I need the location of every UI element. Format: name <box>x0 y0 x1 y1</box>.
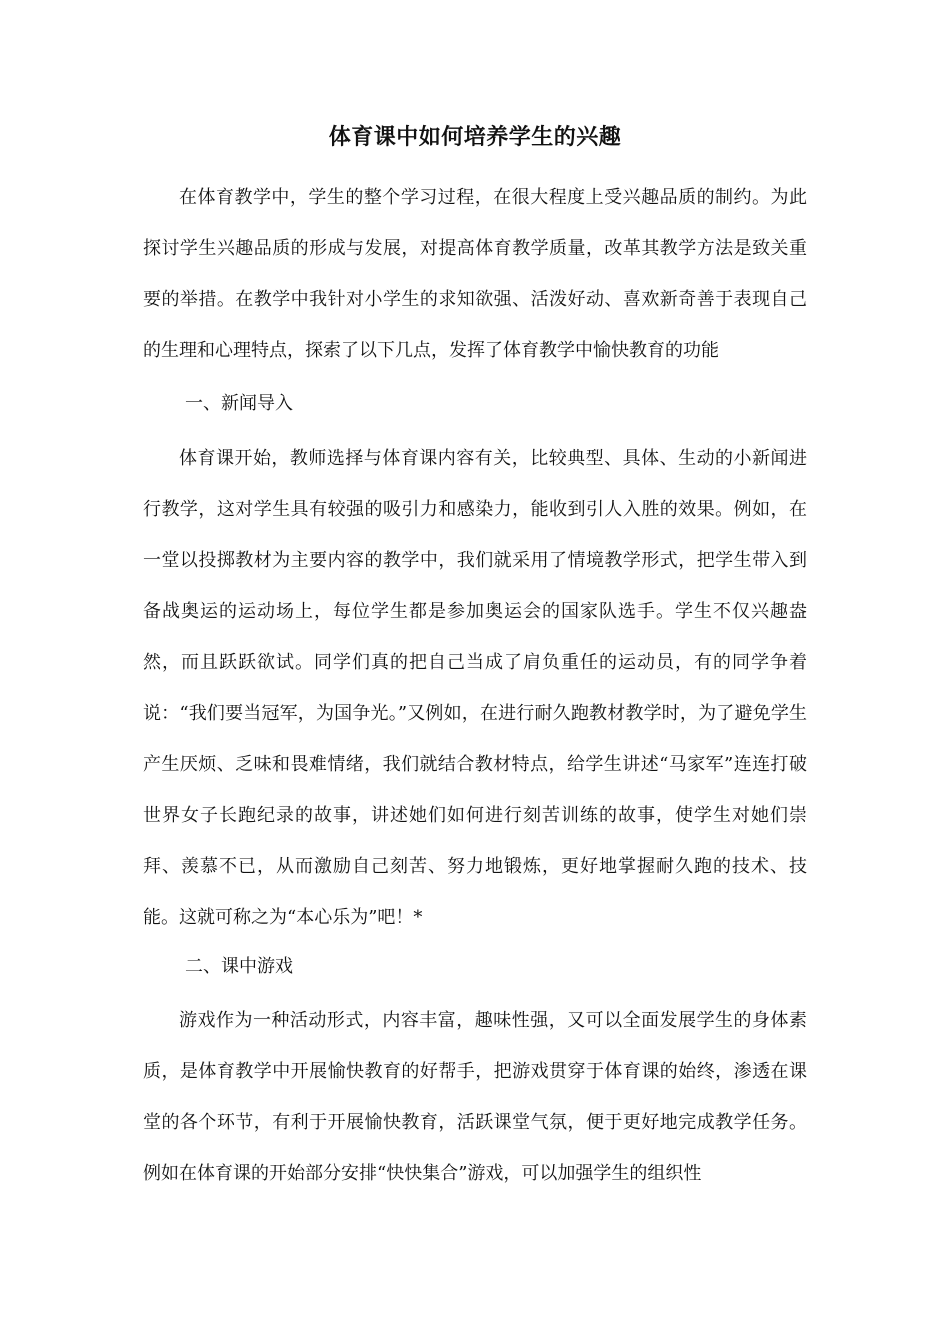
section-heading-news-intro: 一、新闻导入 <box>185 393 293 414</box>
intro-paragraph: 在体育教学中，学生的整个学习过程，在很大程度上受兴趣品质的制约。为此探讨学生兴趣品质的形成与发展，对提高体育教学质量，改革其教学方法是致关重要的举措。在教学中我针对小学生的求知欲强、活泼好动、喜欢新奇善于表现自己的生理和心理特点，探索了以下几点，发挥了体育教学中愉快教育的功能 <box>143 187 807 361</box>
section-paragraph-games: 游戏作为一种活动形式，内容丰富，趣味性强，又可以全面发展学生的身体素质，是体育教学中开展愉快教育的好帮手，把游戏贯穿于体育课的始终，渗透在课堂的各个环节，有利于开展愉快教育，活跃课堂气氛，便于更好地完成教学任务。例如在体育课的开始部分安排“快快集合”游戏，可以加强学生的组织性 <box>143 1010 807 1184</box>
section-heading-games: 二、课中游戏 <box>185 956 293 977</box>
section-paragraph-news-intro: 体育课开始，教师选择与体育课内容有关，比较典型、具体、生动的小新闻进行教学，这对学生具有较强的吸引力和感染力，能收到引人入胜的效果。例如，在一堂以投掷教材为主要内容的教学中，我们就采用了情境教学形式，把学生带入到备战奥运的运动场上，每位学生都是参加奥运会的国家队选手。学生不仅兴趣盎然，而且跃跃欲试。同学们真的把自己当成了肩负重任的运动员，有的同学争着说：“我们要当冠军，为国争光。”又例如，在进行耐久跑教材教学时，为了避免学生产生厌烦、乏味和畏难情绪，我们就结合教材特点，给学生讲述“马家军”连连打破世界女子长跑纪录的故事，讲述她们如何进行刻苦训练的故事，使学生对她们崇拜、羡慕不已，从而激励自己刻苦、努力地锻炼，更好地掌握耐久跑的技术、技能。这就可称之为“本心乐为”吧！* <box>143 448 807 928</box>
document-title: 体育课中如何培养学生的兴趣 <box>328 124 622 150</box>
